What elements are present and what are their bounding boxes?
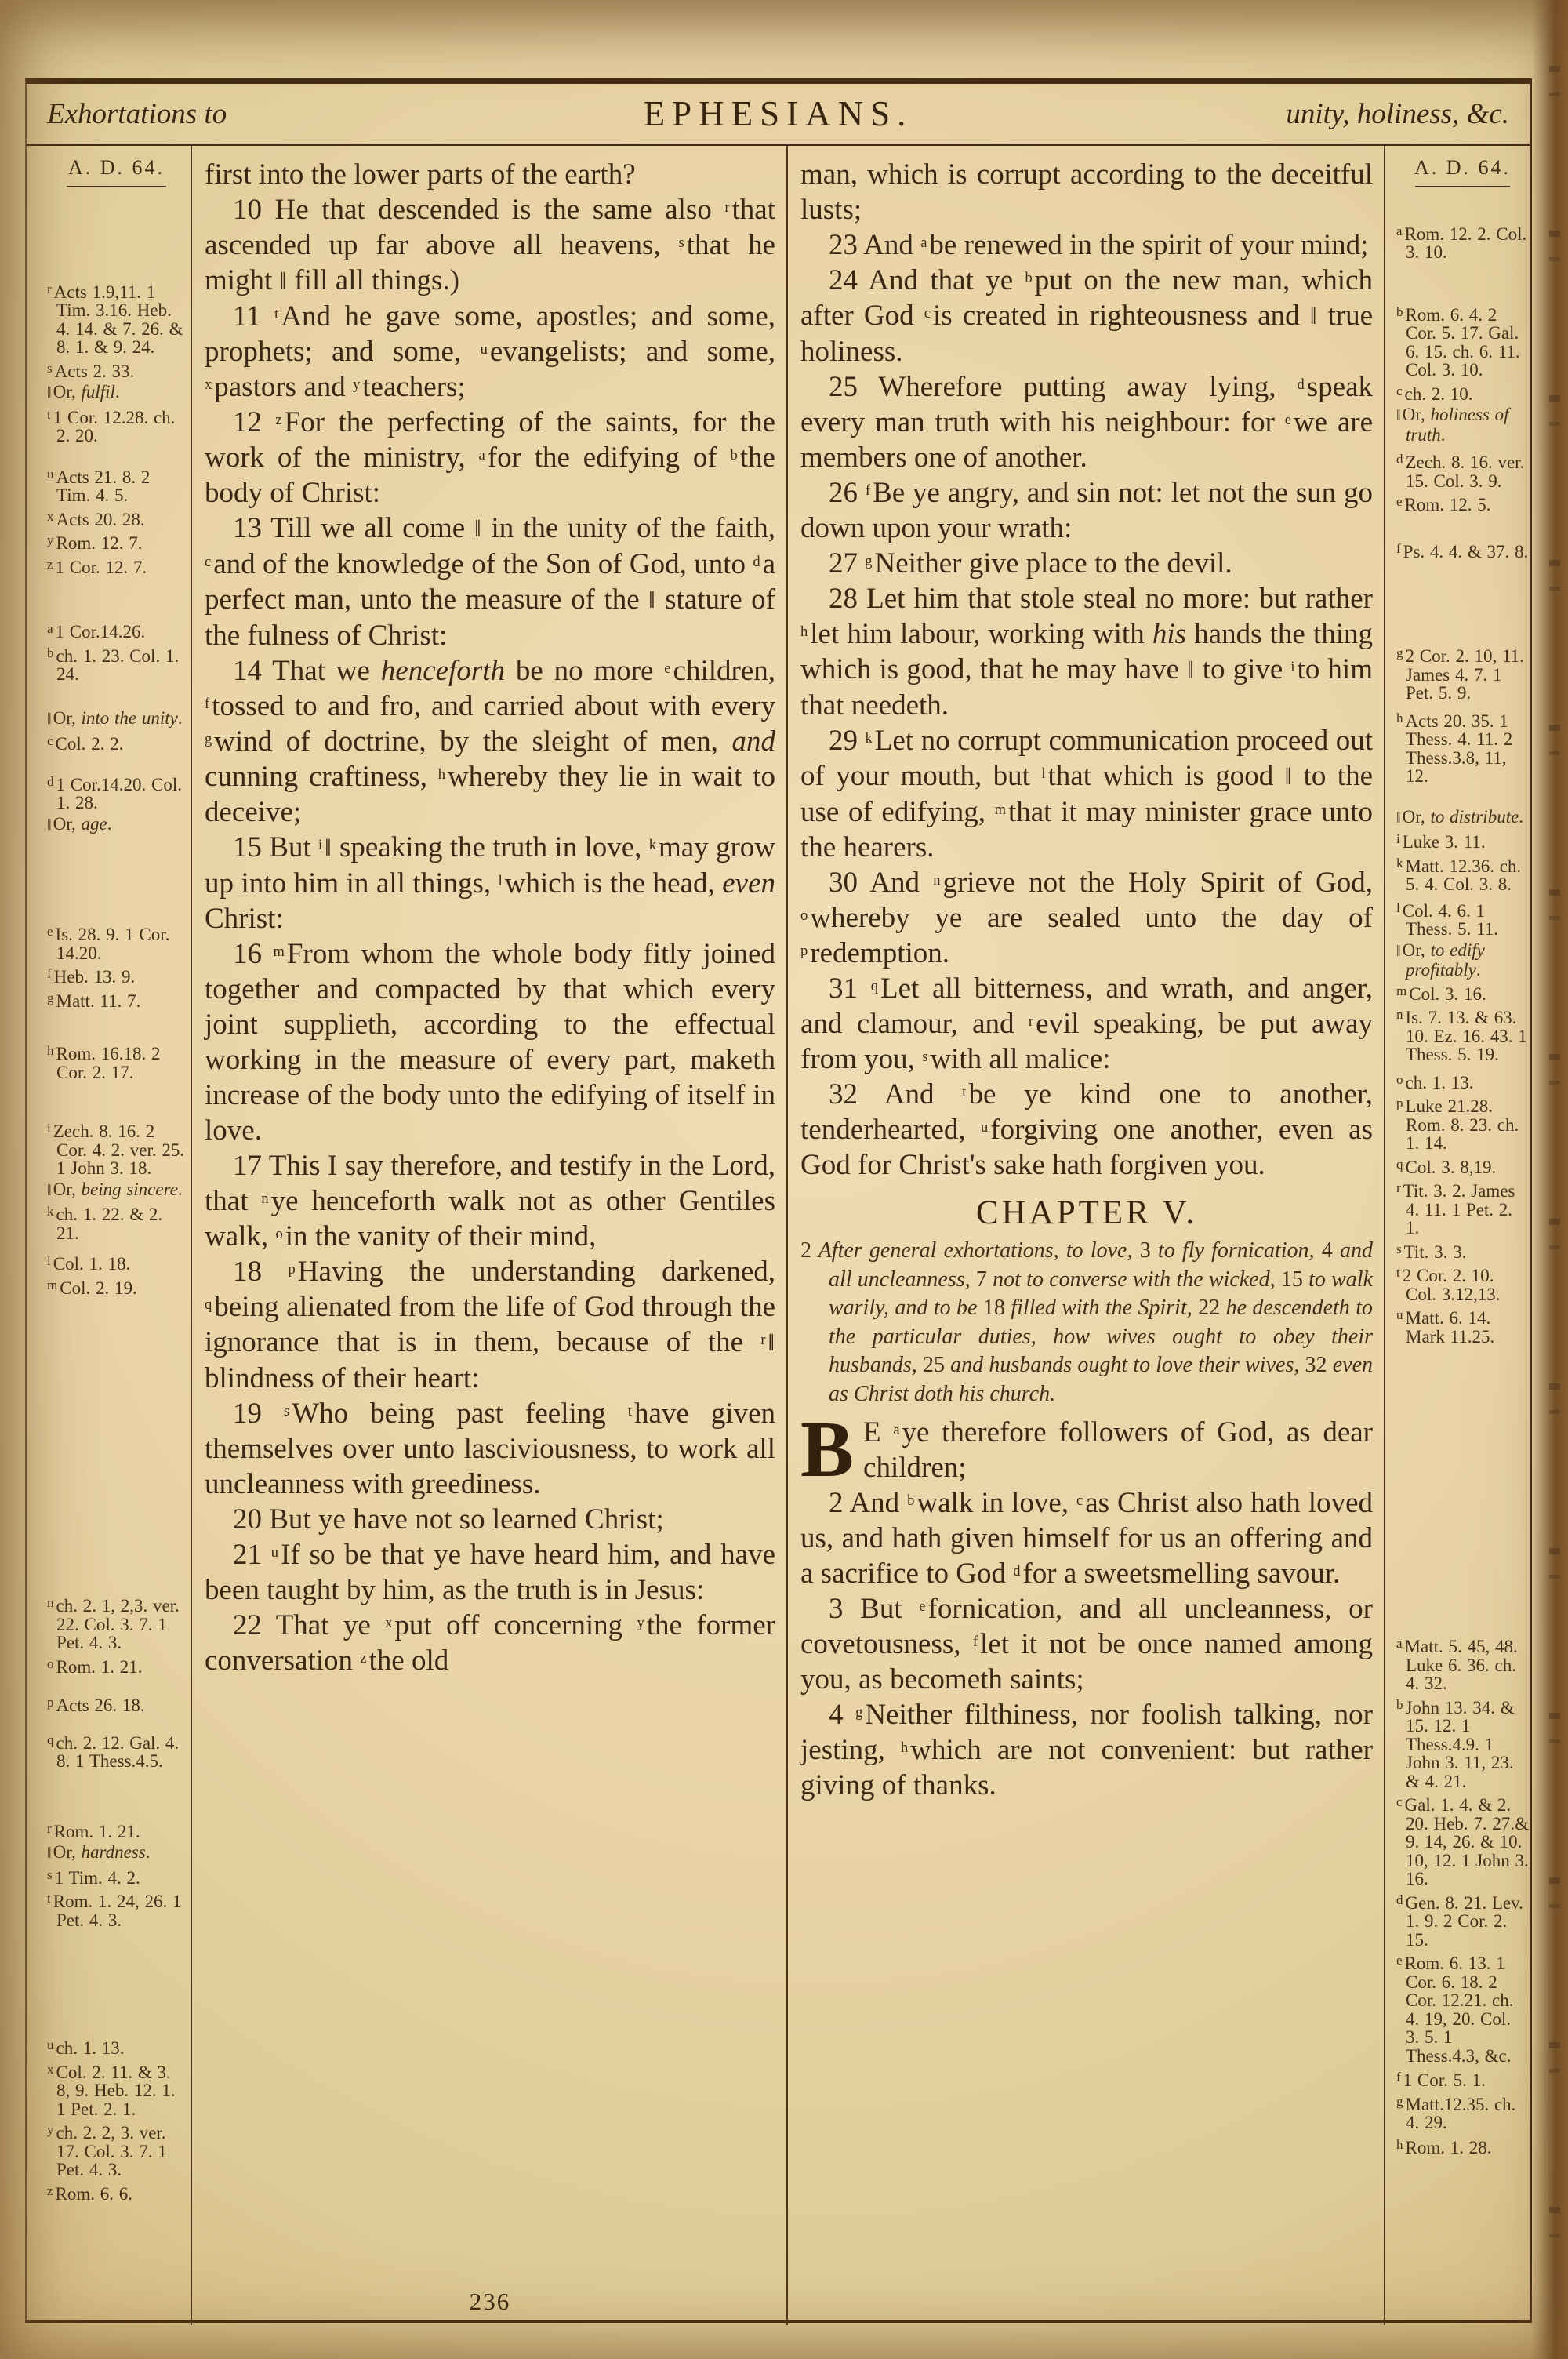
verse: 30 And $^n$grieve not the Holy Spirit of God, $^o$whereby ye are sealed unto the day of $^p$redemption.	[800, 867, 1373, 969]
margin-note: $^l$ Col. 4. 6. 1 Thess. 5. 11.	[1396, 900, 1499, 939]
verse: 20 But ye have not so learned Christ;	[233, 1503, 664, 1536]
margin-note: ‖Or, fulfil.	[47, 382, 120, 402]
verse: 14 That we henceforth be no more $^e$children, $^f$tossed to and fro, and carried about with every $^g$wind of doctrine, by the sleight of men, and cunning craftiness, $^h$whereby they lie in wait to deceive;	[205, 655, 775, 828]
verse: 28 Let him that stole steal no more: but rather $^h$let him labour, working with his hands the thing which is good, that he may have ‖ to give $^i$to him that needeth.	[800, 583, 1374, 722]
margin-note: $^a$ 1 Cor.14.26.	[47, 621, 146, 642]
margin-note: $^k$ Matt. 12.36. ch. 5. 4. Col. 3. 8.	[1396, 855, 1522, 894]
date-underline	[67, 186, 166, 187]
margin-note: $^y$ ch. 2. 2, 3. ver. 17. Col. 3. 7. 1 Pet. 4. 3.	[47, 2122, 167, 2179]
running-head-left: Exhortations to	[47, 97, 227, 130]
margin-note: $^g$ 2 Cor. 2. 10, 11. James 4. 7. 1 Pet. 5. 9.	[1396, 645, 1524, 703]
verse: 24 And that ye $^b$put on the new man, which after God $^c$is created in righteousness and ‖ true holiness.	[800, 264, 1374, 368]
margin-note: $^d$ Zech. 8. 16. ver. 15. Col. 3. 9.	[1396, 452, 1525, 491]
text-column-2	[786, 146, 1385, 2325]
margin-note: $^h$ Rom. 16.18. 2 Cor. 2. 17.	[47, 1043, 161, 1082]
verse: first into the lower parts of the earth?	[205, 158, 636, 191]
margin-note: $^s$ Tit. 3. 3.	[1396, 1241, 1467, 1262]
margin-note: $^t$ Rom. 1. 24, 26. 1 Pet. 4. 3.	[47, 1891, 182, 1930]
margin-note: $^d$ Gen. 8. 21. Lev. 1. 9. 2 Cor. 2. 15.	[1396, 1892, 1523, 1950]
verse: 10 He that descended is the same also $^r$that ascended up far above all heavens, $^s$that he might ‖ fill all things.)	[205, 194, 775, 296]
margin-note: $^g$ Matt.12.35. ch. 4. 29.	[1396, 2093, 1516, 2132]
margin-note: $^l$ Col. 1. 18.	[47, 1253, 131, 1274]
margin-note: $^t$ 2 Cor. 2. 10. Col. 3.12,13.	[1396, 1265, 1501, 1304]
margin-note: $^y$ Rom. 12. 7.	[47, 533, 143, 553]
margin-note: ‖Or, into the unity.	[47, 707, 183, 728]
margin-note: $^x$ Col. 2. 11. & 3. 8, 9. Heb. 12. 1. 1 Pet. 2. 1.	[47, 2061, 176, 2119]
margin-note: $^f$ 1 Cor. 5. 1.	[1396, 2070, 1486, 2090]
margin-note: ‖Or, to edify profitably.	[1396, 940, 1485, 980]
verse: 4 $^g$Neither filthiness, nor foolish talking, nor jesting, $^h$which are not convenient: but rather giving of thanks.	[800, 1699, 1374, 1801]
margin-note: $^q$ ch. 2. 12. Gal. 4. 8. 1 Thess.4.5.	[47, 1732, 180, 1771]
text-columns	[27, 146, 1530, 2325]
verse: 29 $^k$Let no corrupt communication proceed out of your mouth, but $^l$that which is good ‖ to the use of edifying, $^m$that it may minister grace unto the hearers.	[800, 725, 1374, 863]
margin-note: $^e$ Rom. 12. 5.	[1396, 494, 1491, 514]
date-heading-left	[47, 158, 186, 187]
margin-note: $^p$ Acts 26. 18.	[47, 1695, 145, 1715]
margin-note: $^c$ Col. 2. 2.	[47, 733, 124, 754]
anno-domini-label: A. D. 64.	[1414, 156, 1512, 179]
verse: 21 $^u$If so be that ye have heard him, and have been taught by him, as the truth is in Jesus:	[205, 1539, 775, 1606]
margin-note: $^e$ Is. 28. 9. 1 Cor. 14.20.	[47, 924, 170, 963]
verse: man, which is corrupt according to the deceitful lusts;	[800, 158, 1373, 226]
running-header	[27, 84, 1530, 146]
margin-note: $^f$ Heb. 13. 9.	[47, 966, 136, 987]
verse: 15 But $^i$‖ speaking the truth in love, $^k$may grow up into him in all things, $^l$which is the head, even Christ:	[205, 831, 775, 935]
verse: 25 Wherefore putting away lying, $^d$speak every man truth with his neighbour: for $^e$we are members one of another.	[800, 371, 1374, 474]
margin-note: ‖Or, being sincere.	[47, 1179, 183, 1199]
verse: 23 And $^a$be renewed in the spirit of your mind;	[829, 229, 1369, 261]
date-underline	[1415, 186, 1511, 187]
date-heading-right	[1396, 158, 1529, 187]
margin-note: $^m$ Col. 2. 19.	[47, 1277, 137, 1298]
margin-note: $^m$ Col. 3. 16.	[1396, 983, 1486, 1004]
margin-note: $^p$ Luke 21.28. Rom. 8. 23. ch. 1. 14.	[1396, 1096, 1519, 1153]
margin-note: $^e$ Rom. 6. 13. 1 Cor. 6. 18. 2 Cor. 12.21. ch. 4. 19, 20. Col. 3. 5. 1 Thess.4.3, &c.	[1396, 1953, 1514, 2066]
verse: 27 $^g$Neither give place to the devil.	[829, 547, 1232, 580]
verse: 22 That ye $^x$put off concerning $^y$the former conversation $^z$the old	[205, 1609, 775, 1677]
margin-note: $^c$ Gal. 1. 4. & 2. 20. Heb. 7. 27.& 9. 14, 26. & 10. 10, 12. 1 John 3. 16.	[1396, 1794, 1529, 1888]
margin-note: $^t$ 1 Cor. 12.28. ch. 2. 20.	[47, 406, 176, 445]
margin-note: $^u$ Acts 21. 8. 2 Tim. 4. 5.	[47, 466, 151, 505]
margin-note: $^b$ John 13. 34. & 15. 12. 1 Thess.4.9. 1 John 3. 11, 23. & 4. 21.	[1396, 1696, 1515, 1791]
margin-note: $^s$ 1 Tim. 4. 2.	[47, 1866, 140, 1888]
margin-note: $^r$ Acts 1.9,11. 1 Tim. 3.16. Heb. 4. 14. & 7. 26. & 8. 1. & 9. 24.	[47, 281, 183, 357]
verse: 12 $^z$For the perfecting of the saints, for the work of the ministry, $^a$for the edifying of $^b$the body of Christ:	[205, 406, 776, 509]
verse: 3 But $^e$fornication, and all uncleanness, or covetousness, $^f$let it not be once named among you, as becometh saints;	[800, 1593, 1373, 1696]
anno-domini-label: A. D. 64.	[67, 156, 165, 179]
margin-note: $^s$ Acts 2. 33.	[47, 360, 135, 381]
margin-note: $^x$ Acts 20. 28.	[47, 508, 145, 529]
verse: B E $^a$ye therefore followers of God, as dear children;	[800, 1405, 1373, 1494]
margin-note: $^i$ Luke 3. 11.	[1396, 831, 1486, 852]
left-margin-references	[27, 146, 191, 2325]
margin-note: $^c$ ch. 2. 10.	[1396, 383, 1473, 404]
margin-note: $^a$ Matt. 5. 45, 48. Luke 6. 36. ch. 4. 32.	[1396, 1636, 1518, 1693]
chapter-heading: CHAPTER V.	[975, 1194, 1198, 1231]
margin-note: $^f$ Ps. 4. 4. & 37. 8.	[1396, 540, 1529, 562]
margin-note: ‖Or, holiness of truth.	[1396, 405, 1509, 445]
margin-note: $^n$ Is. 7. 13. & 63. 10. Ez. 16. 43. 1 Thess. 5. 19.	[1396, 1007, 1527, 1064]
page-frame	[25, 78, 1532, 2323]
chapter-summary: 2 After general exhortations, to love, 3 to fly fornication, 4 and all uncleanness, 7 not to converse with the wicked, 15 to walk warily, and to be 18 filled with the Spirit, 22 he descendeth to the particular duties, how wives ought to obey their husbands, 25 and husbands ought to love their wives, 32 even as Christ doth his church.	[800, 1238, 1373, 1406]
verse: 13 Till we all come ‖ in the unity of the faith, $^c$and of the knowledge of the Son of God, unto $^d$a perfect man, unto the measure of the ‖ stature of the fulness of Christ:	[205, 512, 775, 652]
verse: 11 $^t$And he gave some, apostles; and some, prophets; and some, $^u$evangelists; and some, $^x$pastors and $^y$teachers;	[205, 300, 775, 403]
verse: 16 $^m$From whom the whole body fitly joined together and compacted by that which every joint supplieth, according to the effectual working in the measure of every part, maketh increase of the body unto the edifying of itself in love.	[205, 938, 775, 1147]
folio-page-number: 236	[469, 2288, 511, 2315]
right-margin-references	[1385, 146, 1532, 2325]
margin-note: $^o$ Rom. 1. 21.	[47, 1656, 143, 1677]
verse: 19 $^s$Who being past feeling $^t$have given themselves over unto lasciviousness, to work all uncleanness with greediness.	[205, 1398, 776, 1500]
book-title: EPHESIANS.	[643, 94, 913, 133]
margin-note: $^u$ Matt. 6. 14. Mark 11.25.	[1396, 1307, 1495, 1347]
verse: 2 And $^b$walk in love, $^c$as Christ also hath loved us, and hath given himself for us an offering and a sacrifice to God $^d$for a sweetsmelling savour.	[800, 1487, 1373, 1590]
verse: 18 $^p$Having the understanding darkened, $^q$being alienated from the life of God through the ignorance that is in them, because of the $^r$‖ blindness of their heart:	[205, 1256, 776, 1394]
margin-note: $^d$ 1 Cor.14.20. Col. 1. 28.	[47, 773, 182, 812]
margin-note: $^i$ Zech. 8. 16. 2 Cor. 4. 2. ver. 25. 1 John 3. 18.	[47, 1121, 185, 1178]
margin-note: $^g$ Matt. 11. 7.	[47, 990, 141, 1011]
margin-note: ‖Or, to distribute.	[1396, 806, 1524, 827]
verse: 26 $^f$Be ye angry, and sin not: let not the sun go down upon your wrath:	[800, 477, 1374, 544]
verse: 32 And $^t$be ye kind one to another, tenderhearted, $^u$forgiving one another, even as God for Christ's sake hath forgiven you.	[800, 1078, 1373, 1181]
text-column-1	[191, 146, 786, 2325]
margin-note: $^r$ Rom. 1. 21.	[47, 1820, 140, 1841]
margin-note: $^z$ 1 Cor. 12. 7.	[47, 556, 147, 577]
margin-note: ‖Or, hardness.	[47, 1842, 151, 1862]
verse: 31 $^q$Let all bitterness, and wrath, and anger, and clamour, and $^r$evil speaking, be put away from you, $^s$with all malice:	[800, 972, 1373, 1075]
margin-note: $^u$ ch. 1. 13.	[47, 2037, 125, 2058]
margin-note: $^r$ Tit. 3. 2. James 4. 11. 1 Pet. 2. 1.	[1396, 1180, 1515, 1238]
running-head-right: unity, holiness, &c.	[1286, 97, 1510, 130]
margin-note: ‖Or, age.	[47, 813, 112, 834]
margin-note: $^h$ Acts 20. 35. 1 Thess. 4. 11. 2 Thess.3.8, 11, 12.	[1396, 710, 1513, 786]
margin-note: $^n$ ch. 2. 1, 2,3. ver. 22. Col. 3. 7. 1 Pet. 4. 3.	[47, 1595, 180, 1652]
margin-note: $^k$ ch. 1. 22. & 2. 21.	[47, 1204, 163, 1243]
margin-note: $^q$ Col. 3. 8,19.	[1396, 1156, 1497, 1177]
margin-note: $^h$ Rom. 1. 28.	[1396, 2136, 1492, 2157]
margin-note: $^b$ Rom. 6. 4. 2 Cor. 5. 17. Gal. 6. 15. ch. 6. 11. Col. 3. 10.	[1396, 304, 1520, 380]
margin-note: $^z$ Rom. 6. 6.	[47, 2183, 133, 2204]
margin-note: $^o$ ch. 1. 13.	[1396, 1071, 1474, 1092]
adjacent-page-edge	[1532, 0, 1568, 2359]
verse: 17 This I say therefore, and testify in the Lord, that $^n$ye henceforth walk not as other Gentiles walk, $^o$in the vanity of their mind,	[205, 1150, 775, 1252]
margin-note: $^b$ ch. 1. 23. Col. 1. 24.	[47, 645, 180, 684]
margin-note: $^a$ Rom. 12. 2. Col. 3. 10.	[1396, 223, 1527, 262]
drop-cap: B	[800, 1405, 855, 1494]
